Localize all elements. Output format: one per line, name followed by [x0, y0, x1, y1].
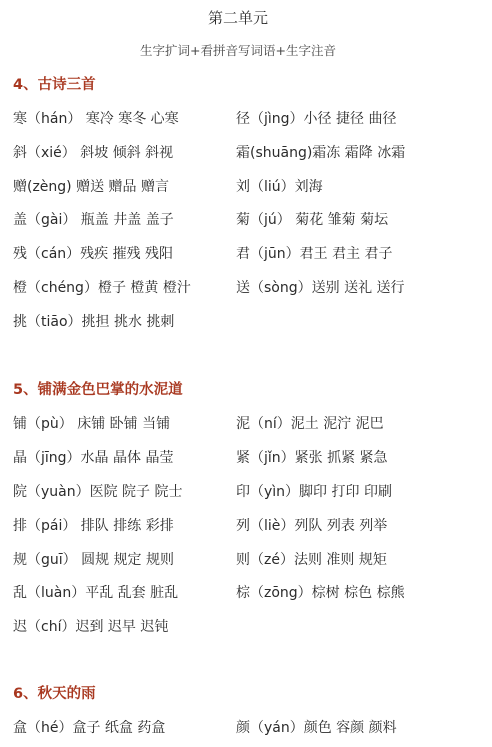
entry: 乱（luàn）平乱 乱套 脏乱 — [13, 585, 179, 601]
entry: 君（jūn）君王 君主 君子 — [236, 246, 393, 262]
section-heading-5: 5、铺满金色巴掌的水泥道 — [13, 382, 183, 398]
entry: 盒（hé）盒子 纸盒 药盒 — [13, 720, 166, 736]
entry: 棕（zōng）棕树 棕色 棕熊 — [236, 585, 405, 601]
entry: 迟（chí）迟到 迟早 迟钝 — [13, 619, 169, 635]
entry: 紧（jǐn）紧张 抓紧 紧急 — [236, 450, 388, 466]
entry: 规（guī） 圆规 规定 规则 — [13, 552, 174, 568]
entry: 铺（pù） 床铺 卧铺 当铺 — [13, 416, 171, 432]
entry: 挑（tiāo）挑担 挑水 挑刺 — [13, 314, 175, 330]
entry: 印（yìn）脚印 打印 印刷 — [236, 484, 392, 500]
entry: 寒（hán） 寒冷 寒冬 心寒 — [13, 111, 179, 127]
entry: 径（jìng）小径 捷径 曲径 — [236, 111, 397, 127]
entry: 菊（jú） 菊花 雏菊 菊坛 — [236, 212, 389, 228]
entry: 则（zé）法则 准则 规矩 — [236, 552, 387, 568]
entry: 晶（jīng）水晶 晶体 晶莹 — [13, 450, 174, 466]
entry: 霜(shuāng)霜冻 霜降 冰霜 — [236, 145, 406, 161]
entry: 橙（chéng）橙子 橙黄 橙汁 — [13, 280, 191, 296]
entry: 颜（yán）颜色 容颜 颜料 — [236, 720, 397, 736]
entry: 残（cán）残疾 摧残 残阳 — [13, 246, 174, 262]
entry: 院（yuàn）医院 院子 院士 — [13, 484, 183, 500]
entry: 盖（gài） 瓶盖 井盖 盖子 — [13, 212, 174, 228]
entry: 斜（xié） 斜坡 倾斜 斜视 — [13, 145, 174, 161]
entry: 列（liè）列队 列表 列举 — [236, 518, 388, 534]
page-title: 第二单元 — [207, 9, 268, 27]
entry: 排（pái） 排队 排练 彩排 — [13, 518, 174, 534]
entry: 送（sòng）送别 送礼 送行 — [236, 280, 405, 296]
entry: 泥（ní）泥土 泥泞 泥巴 — [236, 416, 384, 432]
section-heading-6: 6、秋天的雨 — [13, 686, 96, 702]
entry: 刘（liú）刘海 — [236, 179, 323, 195]
section-heading-4: 4、古诗三首 — [13, 77, 96, 93]
entry: 赠(zèng) 赠送 赠品 赠言 — [13, 179, 169, 195]
page-subtitle: 生字扩词+看拼音写词语+生字注音 — [140, 43, 336, 58]
